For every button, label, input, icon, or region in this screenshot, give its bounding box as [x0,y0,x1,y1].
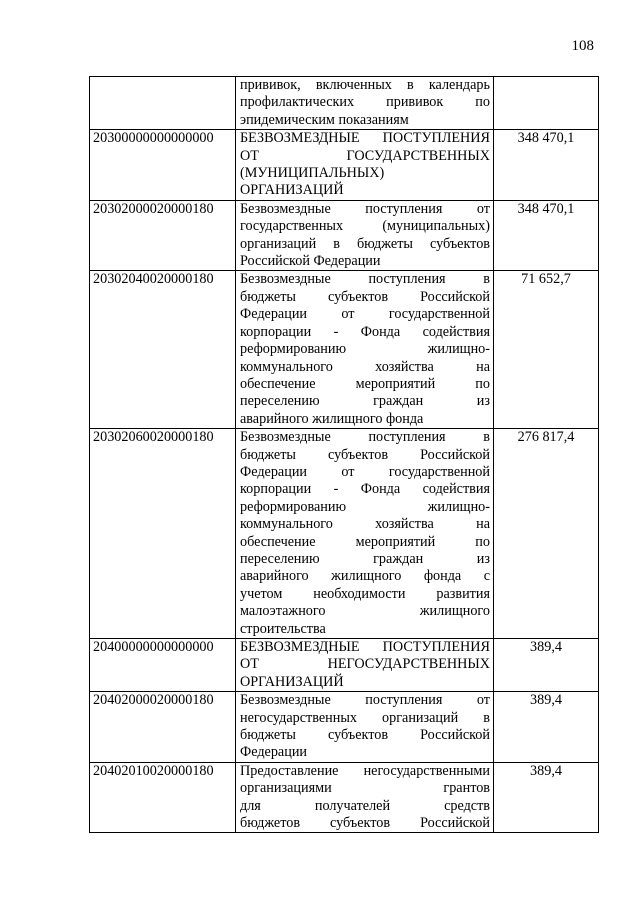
name-line: Федерации [240,744,308,761]
page-number: 108 [571,38,594,54]
name-line: Безвозмездные поступления в [240,429,490,446]
name-line: организациями грантов [240,780,490,797]
name-line: ОРГАНИЗАЦИЙ [240,182,344,199]
name-line: обеспечение мероприятий по [240,533,490,550]
name-line: корпорации - Фонда содействия [240,323,490,340]
revenue-name-cell [236,130,494,201]
revenue-code-cell: 20300000000000000 [90,130,236,201]
name-line: негосударственных организаций в [240,709,490,726]
name-line: корпорации - Фонда содействия [240,481,490,498]
name-line: учетом необходимости развития [240,585,490,602]
revenue-name-cell [236,77,494,130]
table-row [90,639,599,692]
name-line: реформированию жилищно- [240,341,490,358]
name-line: аварийного жилищного фонда [240,410,424,427]
name-line: малоэтажного жилищного [240,603,490,620]
name-line: Безвозмездные поступления от [240,692,490,709]
amount-cell: 348 470,1 [494,130,599,201]
table-row [90,77,599,130]
revenue-code-cell: 20302060020000180 [90,429,236,639]
table-row [90,762,599,833]
name-line: ОТ ГОСУДАРСТВЕННЫХ [240,147,490,164]
revenue-name-cell [236,762,494,833]
amount-cell: 389,4 [494,639,599,692]
name-line: профилактических прививок по [240,94,490,111]
name-line: эпидемическим показаниям [240,111,409,128]
budget-revenue-table [89,76,599,833]
name-line: бюджеты субъектов Российской [240,446,490,463]
name-line: бюджетов субъектов Российской [240,815,490,832]
name-line: бюджеты субъектов Российской [240,727,490,744]
name-line: Федерации от государственной [240,306,490,323]
revenue-code-cell: 20402000020000180 [90,692,236,763]
name-line: Предоставление негосударственными [240,762,490,779]
table-row [90,200,599,271]
revenue-code-cell: 20302040020000180 [90,271,236,429]
amount-cell: 389,4 [494,762,599,833]
amount-cell: 71 652,7 [494,271,599,429]
revenue-name-cell [236,692,494,763]
revenue-code-cell: 20402010020000180 [90,762,236,833]
table-row [90,429,599,639]
table-row [90,130,599,201]
name-line: (МУНИЦИПАЛЬНЫХ) [240,165,385,182]
name-line: Безвозмездные поступления в [240,271,490,288]
name-line: бюджеты субъектов Российской [240,288,490,305]
amount-cell [494,77,599,130]
revenue-code-cell: 20400000000000000 [90,639,236,692]
name-line: Федерации от государственной [240,463,490,480]
name-line: прививок, включенных в календарь [240,77,490,93]
name-line: организаций в бюджеты субъектов [240,235,490,252]
name-line: строительства [240,620,326,637]
amount-cell: 276 817,4 [494,429,599,639]
table-row [90,692,599,763]
table-body [90,77,599,833]
table-row [90,271,599,429]
name-line: для получателей средств [240,797,490,814]
name-line: Российской Федерации [240,253,381,270]
name-line: коммунального хозяйства на [240,516,490,533]
name-line: переселению граждан из [240,550,490,567]
name-line: БЕЗВОЗМЕЗДНЫЕ ПОСТУПЛЕНИЯ [240,130,490,147]
revenue-name-cell [236,639,494,692]
revenue-code-cell [90,77,236,130]
name-line: коммунального хозяйства на [240,358,490,375]
name-line: государственных (муниципальных) [240,218,490,235]
revenue-name-cell [236,429,494,639]
revenue-name-cell [236,271,494,429]
name-line: аварийного жилищного фонда с [240,568,490,585]
name-line: реформированию жилищно- [240,498,490,515]
name-line: БЕЗВОЗМЕЗДНЫЕ ПОСТУПЛЕНИЯ [240,639,490,655]
revenue-name-cell [236,200,494,271]
name-line: обеспечение мероприятий по [240,375,490,392]
name-line: ОРГАНИЗАЦИЙ [240,673,344,690]
revenue-code-cell: 20302000020000180 [90,200,236,271]
amount-cell: 348 470,1 [494,200,599,271]
name-line: переселению граждан из [240,393,490,410]
name-line: ОТ НЕГОСУДАРСТВЕННЫХ [240,656,490,673]
amount-cell: 389,4 [494,692,599,763]
name-line: Безвозмездные поступления от [240,200,490,217]
